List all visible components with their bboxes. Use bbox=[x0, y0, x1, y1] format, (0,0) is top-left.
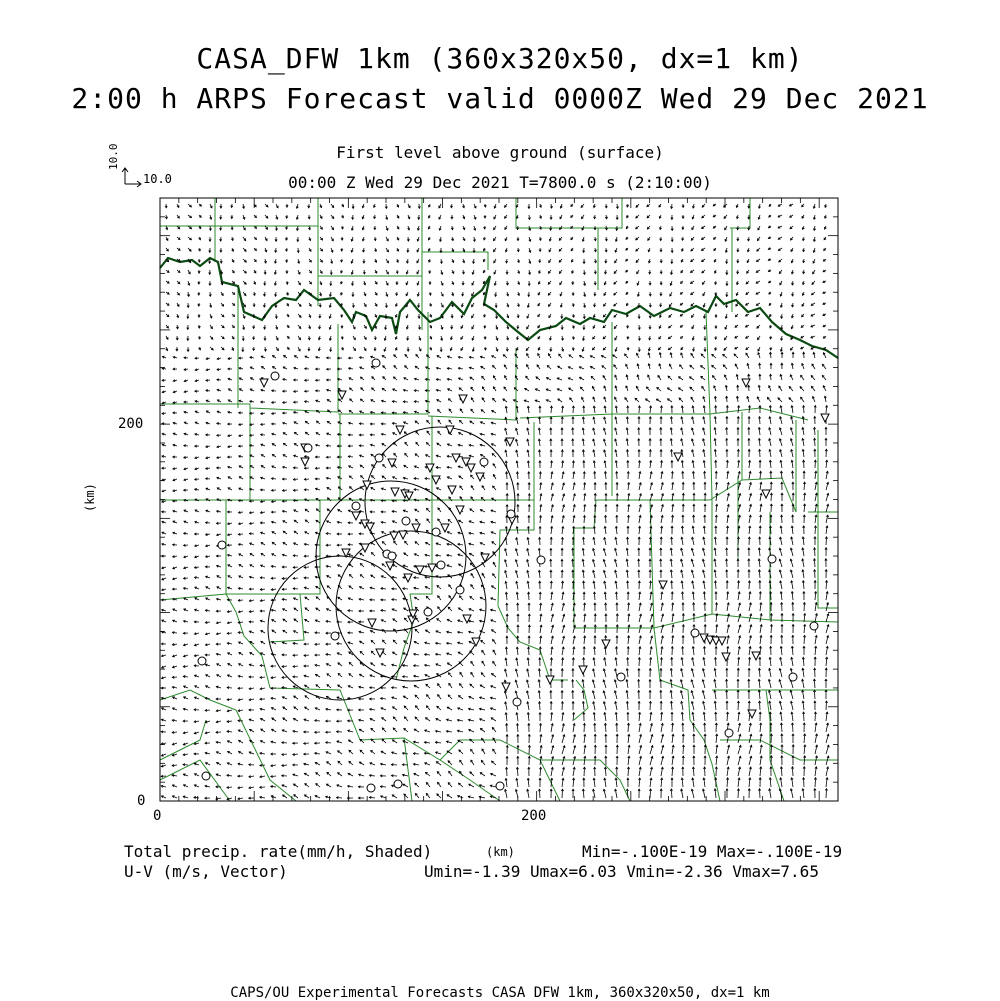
wind-vector-field bbox=[161, 204, 829, 800]
county-boundaries bbox=[160, 198, 838, 801]
red-river-state-border bbox=[160, 258, 838, 358]
